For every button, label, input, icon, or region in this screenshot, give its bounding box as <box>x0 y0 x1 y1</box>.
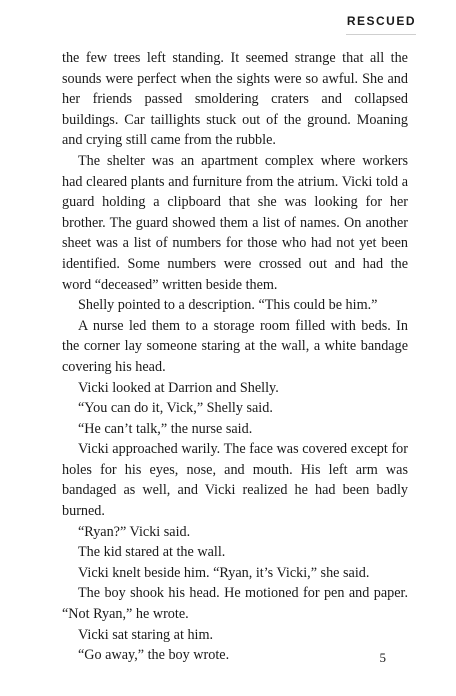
paragraph: Vicki sat staring at him. <box>78 626 214 643</box>
paragraph: the few trees left standing. It seemed strange that all the sounds were perfect when the sights were so awful. She and her friends passed smoldering craters and collapsed buildings. Car taillights stuck out of the ground. Moaning and crying still came from the rubble. <box>62 50 408 149</box>
paragraph: The shelter was an apartment complex where workers had cleared plants and furniture from the atrium. Vicki told a guard holding a clipboard that she was looking for her brother. The guard showed them a list of names. On another sheet was a list of numbers for those who had not yet been identified. Some numbers were crossed out and had the word “deceased” written beside them. <box>62 152 408 293</box>
paragraph: Vicki approached warily. The face was covered except for holes for his eyes, nose, and mouth. His left arm was bandaged as well, and Vicki realized he had been badly burned. <box>62 441 408 520</box>
paragraph: “He can’t talk,” the nurse said. <box>78 420 253 437</box>
paragraph: “You can do it, Vick,” Shelly said. <box>78 400 273 417</box>
paragraph: A nurse led them to a storage room filled with beds. In the corner lay someone staring at the wall, a white bandage covering his head. <box>62 317 408 375</box>
running-head: RESCUED <box>346 14 416 28</box>
paragraph: The boy shook his head. He motioned for pen and paper. “Not Ryan,” he wrote. <box>62 585 408 623</box>
paragraph: “Ryan?” Vicki said. <box>78 523 191 540</box>
paragraph: Vicki looked at Darrion and Shelly. <box>78 379 279 396</box>
paragraph: The kid stared at the wall. <box>78 544 226 561</box>
body-text <box>62 48 408 666</box>
paragraph: Shelly pointed to a description. “This could be him.” <box>78 297 378 314</box>
running-head-rule <box>346 34 416 35</box>
page-number: 5 <box>379 650 386 665</box>
paragraph: “Go away,” the boy wrote. <box>78 647 230 664</box>
paragraph: Vicki knelt beside him. “Ryan, it’s Vicki,” she said. <box>78 564 370 581</box>
